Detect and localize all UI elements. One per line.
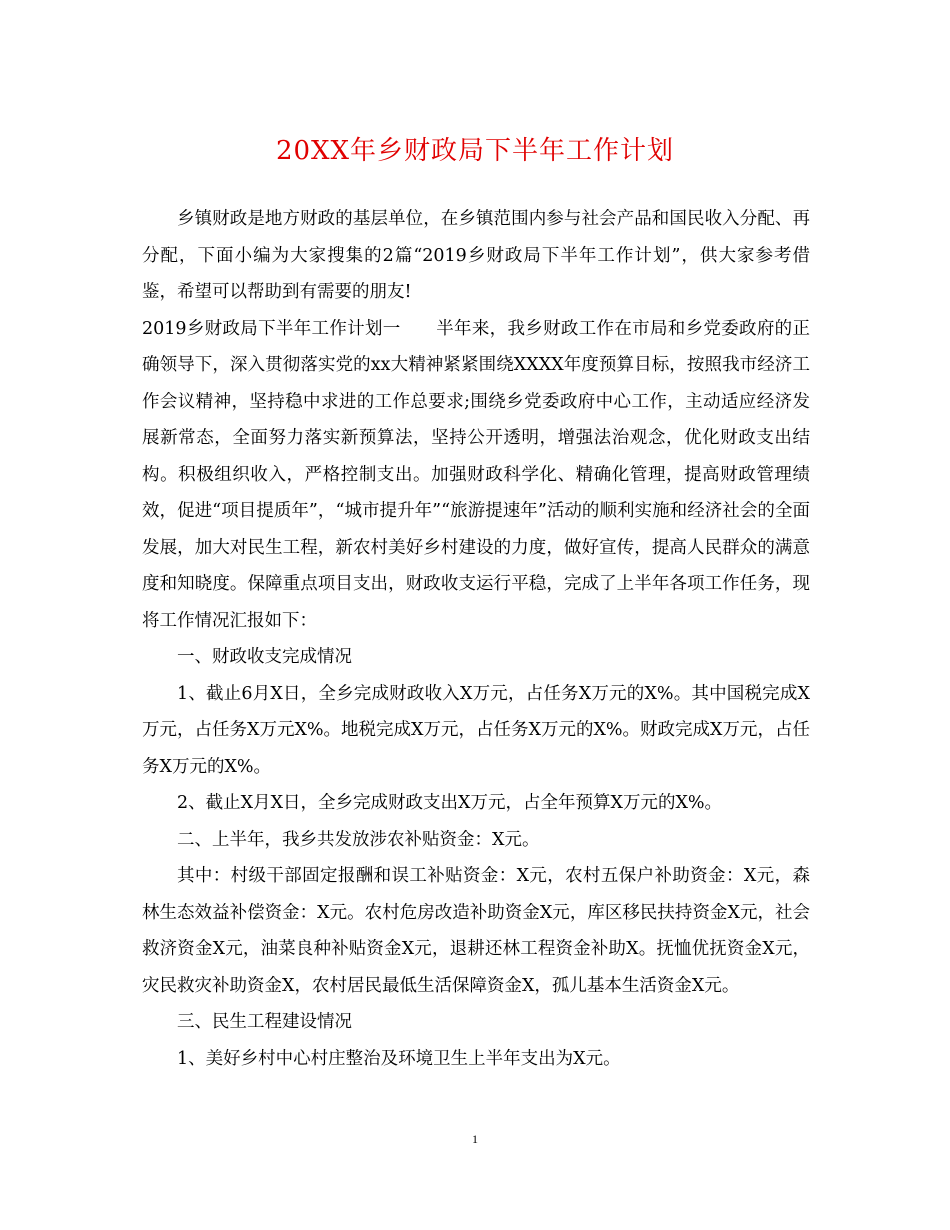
revenue-paragraph: 1、截止6月X日，全乡完成财政收入X万元，占任务X万元的X%。其中国税完成X万元，占任务X万元X%。地税完成X万元，占任务X万元的X%。财政完成X万元，占任务X万元的X%。 — [142, 683, 811, 777]
intro-paragraph: 乡镇财政是地方财政的基层单位，在乡镇范围内参与社会产品和国民收入分配、再分配，下面小编为大家搜集的2篇“2019乡财政局下半年工作计划”，供大家参考借鉴，希望可以帮助到有需要的朋友! — [142, 209, 810, 302]
document-body — [142, 201, 810, 1077]
section-heading-subsidy: 二、上半年，我乡共发放涉农补贴资金：X元。 — [177, 829, 540, 850]
document-title: 20XX年乡财政局下半年工作计划 — [275, 136, 675, 166]
plan-one-paragraph: 2019乡财政局下半年工作计划一 半年来，我乡财政工作在市局和乡党委政府的正确领导下，深入贯彻落实党的xx大精神紧紧围绕XXXX年度预算目标，按照我市经济工作会议精神，坚持稳中求进的工作总要求;围绕乡党委政府中心工作，主动适应经济发展新常态，全面努力落实新预算法，坚持公开透明，增强法治观念，优化财政支出结构。积极组织收入，严格控制支出。加强财政科学化、精确化管理，提高财政管理绩效，促进“项目提质年”，“城市提升年”“旅游提速年”活动的顺利实施和经济社会的全面发展，加大对民生工程，新农村美好乡村建设的力度，做好宣传，提高人民群众的满意度和知晓度。保障重点项目支出，财政收支运行平稳，完成了上半年各项工作任务，现将工作情况汇报如下： — [142, 318, 810, 631]
section-heading-livelihood: 三、民生工程建设情况 — [177, 1012, 352, 1032]
expenditure-paragraph: 2、截止X月X日，全乡完成财政支出X万元，占全年预算X万元的X%。 — [177, 793, 723, 813]
subsidy-detail-paragraph: 其中：村级干部固定报酬和误工补贴资金：X元，农村五保户补助资金：X元，森林生态效益补偿资金：X元。农村危房改造补助资金X元，库区移民扶持资金X元，社会救济资金X元，油菜良种补贴资金X元，退耕还林工程资金补助X。抚恤优抚资金X元，灾民救灾补助资金X，农村居民最低生活保障资金X，孤儿基本生活资金X元。 — [142, 866, 810, 996]
section-heading-finance: 一、财政收支完成情况 — [177, 647, 352, 667]
page-number: 1 — [472, 1132, 478, 1146]
livelihood-item-paragraph: 1、美好乡村中心村庄整治及环境卫生上半年支出为X元。 — [177, 1048, 621, 1069]
